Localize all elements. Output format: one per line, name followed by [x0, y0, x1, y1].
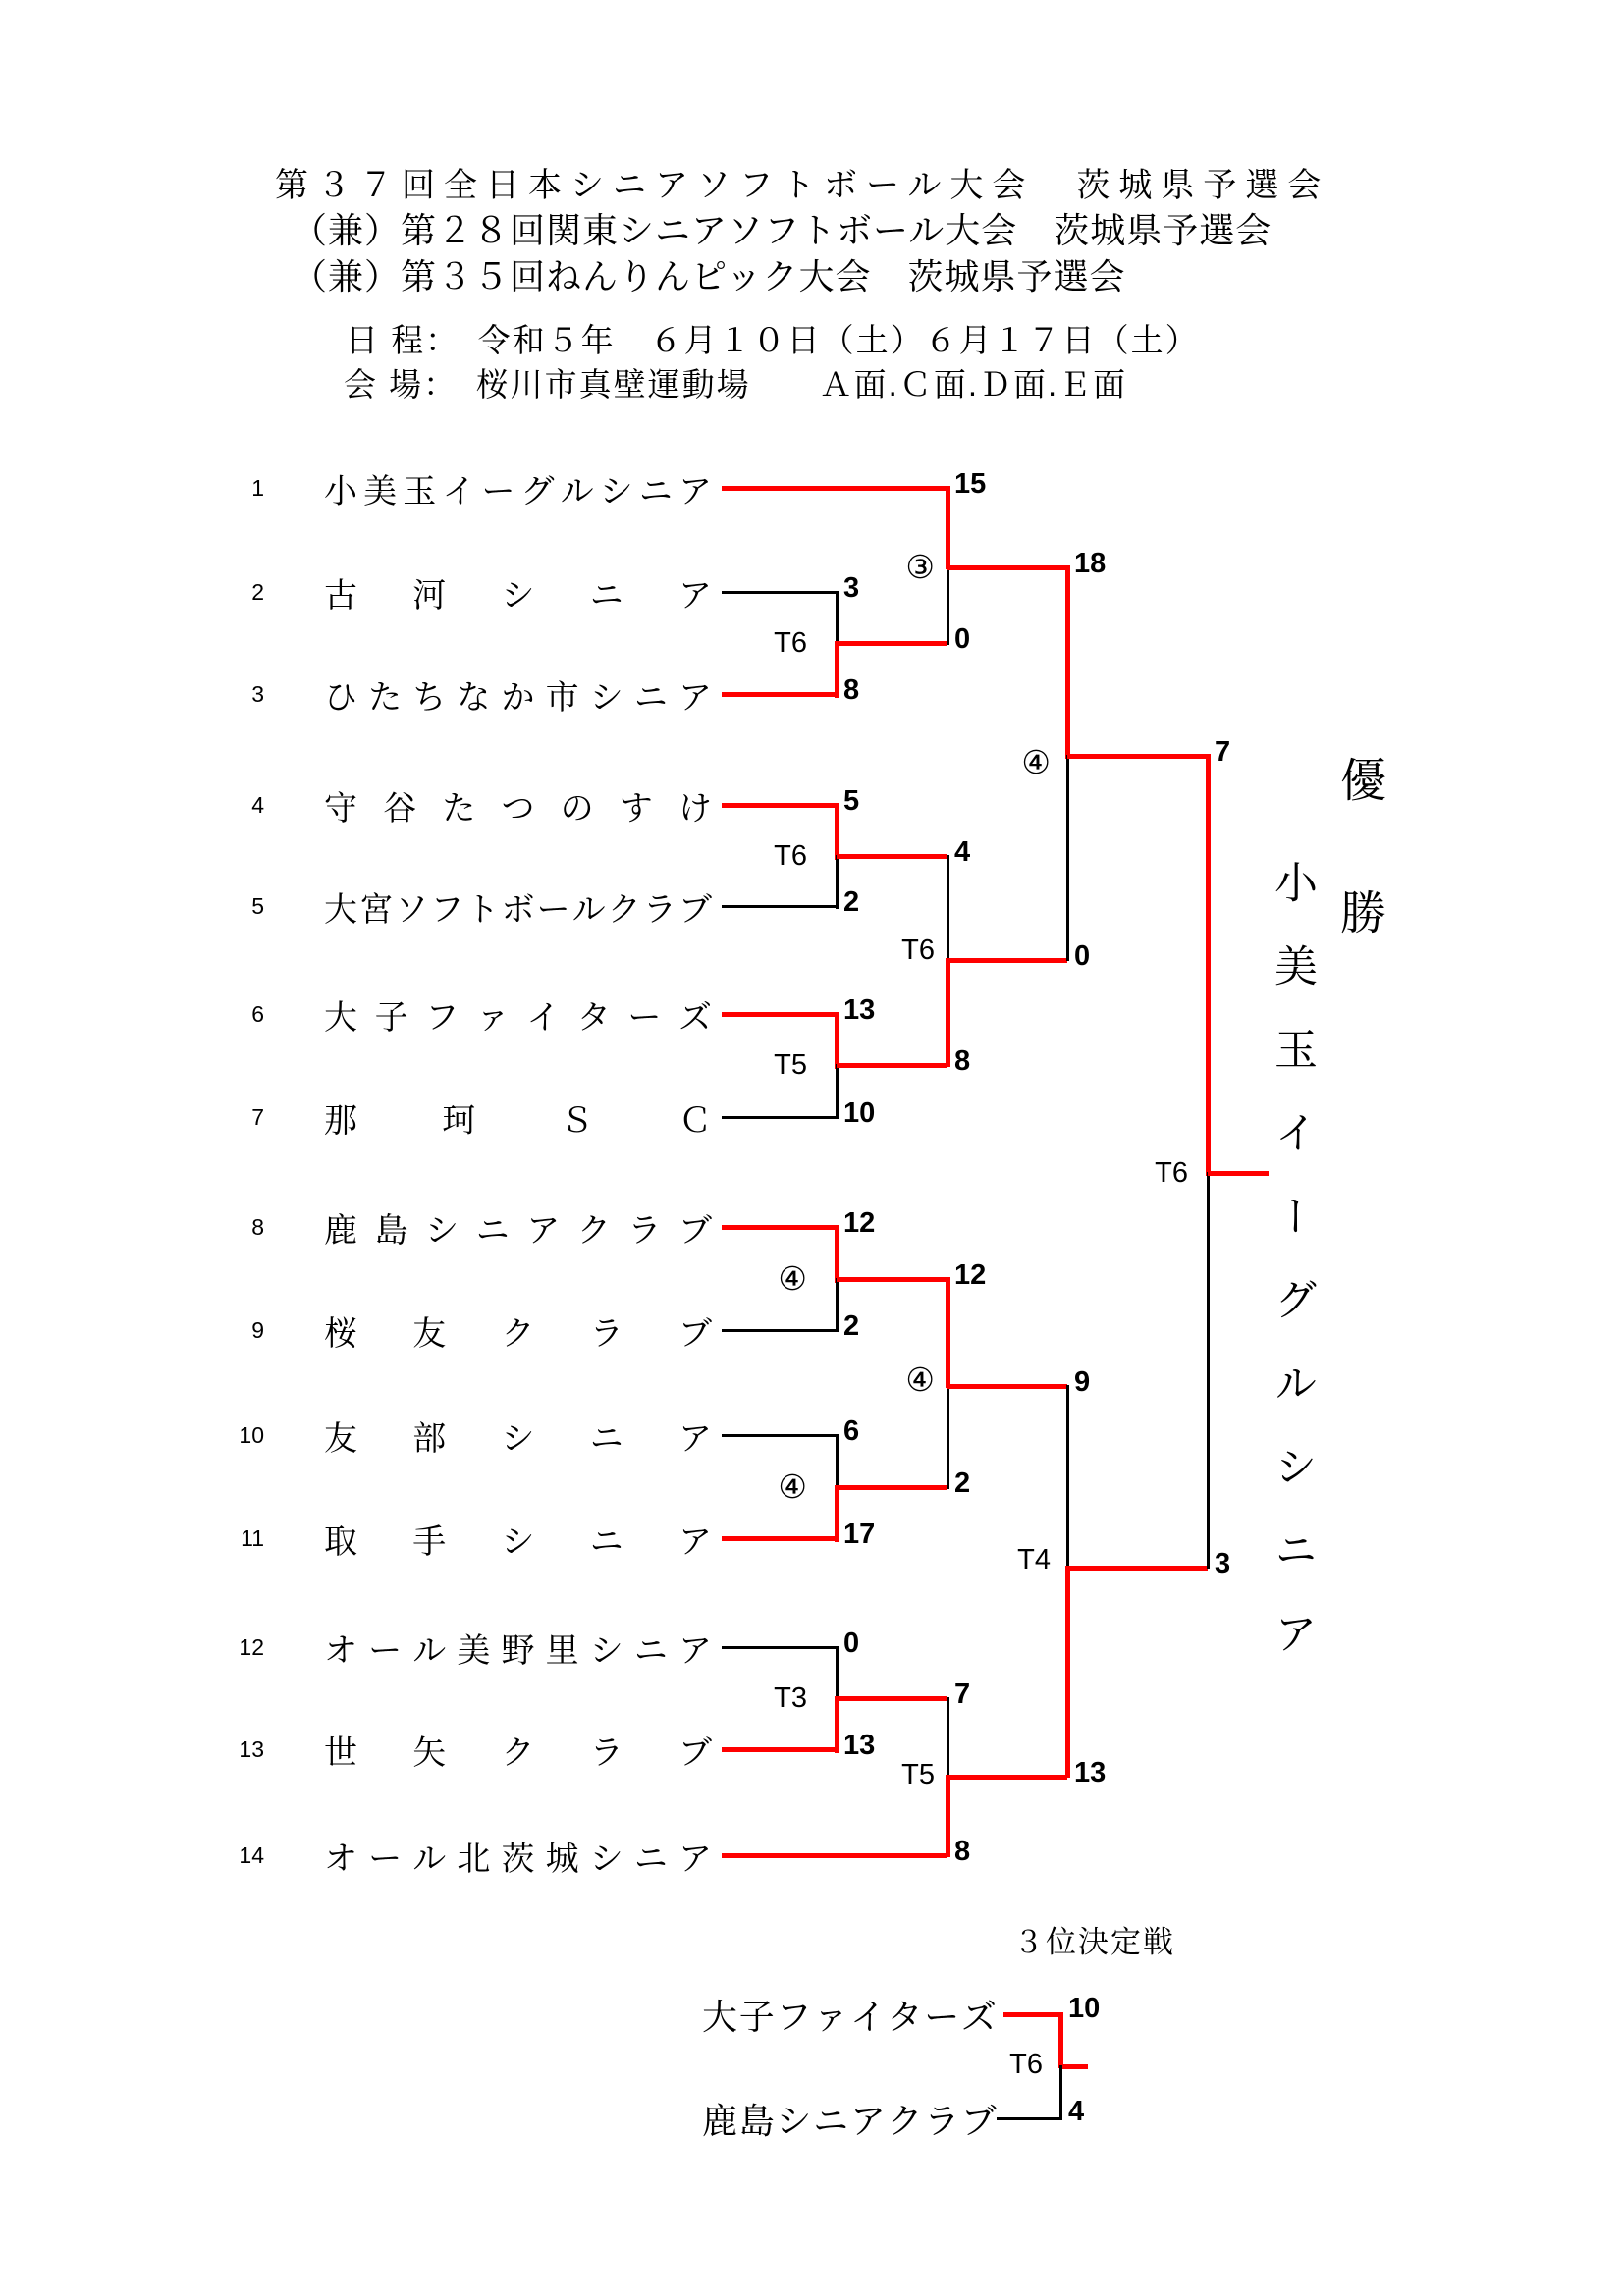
- score: 18: [1074, 548, 1107, 579]
- score: 3: [843, 572, 860, 604]
- page-title: 第３７回全日本シニアソフトボール大会 茨城県予選会: [275, 167, 1330, 204]
- bracket-line-v: [1066, 755, 1069, 961]
- team-name: ひ た ち な か 市 シ ニ ア: [324, 678, 712, 717]
- field-label: ④: [905, 1362, 935, 1398]
- score: 17: [843, 1519, 876, 1550]
- bracket-line-v: [1206, 754, 1211, 1176]
- bracket-line-h: [947, 958, 1067, 963]
- bracket-line-h: [947, 1775, 1067, 1780]
- team-name: 守 谷 た つ の す け: [324, 789, 712, 828]
- score: 4: [1068, 2096, 1085, 2127]
- bracket-line-v: [835, 803, 839, 860]
- bracket-line-v: [835, 1225, 839, 1283]
- bracket-line-h: [997, 2117, 1060, 2120]
- team-name: 大 子 フ ァ イ タ ー ズ: [324, 998, 712, 1037]
- bracket-line-v: [946, 958, 950, 1067]
- bracket-line-h: [722, 1646, 837, 1649]
- field-label: ④: [778, 1468, 807, 1505]
- field-label: ④: [778, 1260, 807, 1297]
- team-name: オ ー ル 北 茨 城 シ ニ ア: [324, 1840, 712, 1878]
- bracket-line-h: [1003, 2012, 1060, 2017]
- score: 8: [954, 1836, 971, 1867]
- bracket-line-h: [722, 1012, 837, 1017]
- bracket-line-h: [722, 591, 837, 594]
- bracket-line-h: [722, 905, 837, 908]
- team-seed: 9: [251, 1317, 264, 1343]
- bracket-line-v: [947, 1385, 949, 1489]
- bracket-line-h: [837, 1063, 947, 1068]
- team-name: 友 部 シ ニ ア: [324, 1419, 712, 1458]
- score: 0: [843, 1628, 860, 1659]
- bracket-line-v: [836, 591, 839, 646]
- score: 6: [843, 1415, 860, 1447]
- bracket-line-v: [836, 1064, 839, 1119]
- field-label: T3: [774, 1682, 807, 1714]
- team-name: 小 美 玉 イ ー グ ル シ ニ ア: [324, 472, 712, 510]
- bracket-line-h: [947, 1384, 1067, 1389]
- score: 5: [843, 785, 860, 817]
- bracket-line-v: [946, 486, 950, 569]
- bracket-line-h: [722, 1536, 837, 1541]
- team-name: 取 手 シ ニ ア: [324, 1522, 712, 1561]
- score: 7: [954, 1679, 971, 1710]
- team-name: オ ー ル 美 野 里 シ ニ ア: [324, 1631, 712, 1670]
- bracket-line-h: [837, 641, 947, 646]
- score: 13: [843, 1730, 876, 1761]
- score: 2: [843, 886, 860, 918]
- bracket-line-v: [1058, 2012, 1063, 2068]
- team-seed: 7: [251, 1104, 264, 1130]
- bracket-line-v: [836, 1646, 839, 1700]
- bracket-line-h: [837, 1277, 947, 1282]
- schedule-line: 日 程： 令和５年 ６月１０日（土）６月１７日（土）: [346, 322, 1200, 358]
- bracket-line-v: [947, 855, 949, 962]
- score: 2: [843, 1310, 860, 1342]
- score: 12: [954, 1259, 987, 1291]
- field-label: T5: [901, 1759, 935, 1790]
- team-seed: 11: [241, 1525, 264, 1551]
- bracket-line-h: [837, 854, 947, 859]
- team-name: 鹿 島 シ ニ ア ク ラ ブ: [324, 1211, 712, 1250]
- field-label: T6: [774, 840, 807, 872]
- field-label: T6: [1155, 1157, 1188, 1189]
- team-name: 大 宮 ソ フ ト ボ ー ル ク ラ ブ: [324, 890, 712, 929]
- team-name: 世 矢 ク ラ ブ: [324, 1734, 712, 1772]
- bracket-line-h: [1067, 1566, 1208, 1571]
- score: 3: [1215, 1548, 1231, 1579]
- bracket-line-h: [722, 803, 837, 808]
- score: 13: [1074, 1757, 1107, 1789]
- bracket-line-h: [722, 1853, 947, 1858]
- bracket-line-v: [835, 1485, 839, 1542]
- field-label: T6: [774, 627, 807, 659]
- bracket-line-v: [1065, 565, 1070, 759]
- team-name: 那 珂 Ｓ Ｃ: [324, 1101, 712, 1140]
- score: 7: [1215, 736, 1231, 768]
- bracket-line-v: [836, 1434, 839, 1489]
- field-label: ④: [1021, 744, 1051, 780]
- bracket-line-v: [946, 1775, 950, 1857]
- score: 12: [843, 1207, 876, 1239]
- third-place-team-top: 大 子 フ ァ イ タ ー ズ: [702, 1996, 997, 2037]
- champion-caption: 優勝: [1334, 756, 1386, 1021]
- third-place-heading: ３位決定戦: [1013, 1925, 1175, 1959]
- team-seed: 6: [251, 1001, 264, 1027]
- score: 0: [954, 623, 971, 655]
- score: 4: [954, 836, 971, 868]
- third-place-team-bottom: 鹿 島 シ ニ ア ク ラ ブ: [702, 2100, 997, 2141]
- team-seed: 12: [239, 1634, 264, 1660]
- score: 8: [954, 1045, 971, 1077]
- bracket-line-h: [1067, 754, 1208, 759]
- bracket-line-h: [837, 1696, 947, 1701]
- bracket-line-h: [722, 1116, 837, 1119]
- bracket-line-h: [722, 1434, 837, 1437]
- field-label: T6: [901, 934, 935, 966]
- subtitle-kanto: （兼）第２８回関東シニアソフトボール大会 茨城県予選会: [292, 210, 1272, 250]
- bracket-line-h: [722, 1329, 837, 1332]
- bracket-line-h: [722, 486, 947, 491]
- bracket-line-v: [836, 855, 839, 909]
- bracket-line-v: [835, 1012, 839, 1069]
- score: 13: [843, 994, 876, 1026]
- field-label: ③: [905, 549, 935, 585]
- bracket-line-v: [1065, 1566, 1070, 1778]
- team-seed: 13: [239, 1736, 264, 1762]
- bracket-line-v: [835, 641, 839, 698]
- score: 10: [1068, 1993, 1101, 2024]
- bracket-line-h: [722, 1225, 837, 1230]
- field-label: T5: [774, 1049, 807, 1081]
- bracket-line-v: [947, 566, 949, 645]
- bracket-line-v: [947, 1697, 949, 1779]
- bracket-line-v: [946, 1277, 950, 1388]
- team-seed: 2: [251, 579, 264, 605]
- team-seed: 14: [239, 1842, 264, 1868]
- bracket-line-h: [722, 1747, 837, 1752]
- team-seed: 4: [251, 792, 264, 818]
- field-label: T4: [1017, 1544, 1051, 1575]
- bracket-line-v: [1207, 1172, 1210, 1569]
- bracket-line-v: [1066, 1385, 1069, 1570]
- team-name: 古 河 シ ニ ア: [324, 576, 712, 614]
- bracket-line-h: [947, 565, 1067, 570]
- bracket-line-v: [835, 1696, 839, 1753]
- field-label: T6: [1009, 2049, 1043, 2080]
- team-seed: 8: [251, 1214, 264, 1240]
- bracket-line-h: [1060, 2064, 1088, 2069]
- score: 8: [843, 674, 860, 706]
- score: 15: [954, 468, 987, 500]
- score: 10: [843, 1097, 876, 1129]
- team-seed: 1: [251, 475, 264, 501]
- bracket-line-h: [722, 692, 837, 697]
- score: 9: [1074, 1366, 1091, 1398]
- team-seed: 5: [251, 893, 264, 919]
- venue-line: 会 場： 桜川市真壁運動場 Ａ面.Ｃ面.Ｄ面.Ｅ面: [344, 366, 1128, 402]
- score: 0: [1074, 940, 1091, 972]
- bracket-line-v: [1059, 2065, 1062, 2120]
- bracket-line-v: [836, 1278, 839, 1332]
- bracket-line-h: [837, 1485, 947, 1490]
- team-seed: 3: [251, 681, 264, 707]
- team-name: 桜 友 ク ラ ブ: [324, 1314, 712, 1353]
- subtitle-nenrin: （兼）第３５回ねんりんピック大会 茨城県予選会: [292, 256, 1126, 296]
- score: 2: [954, 1468, 971, 1499]
- champion-team-name: 小美玉イーグルシニア: [1268, 860, 1316, 1694]
- team-seed: 10: [239, 1422, 264, 1448]
